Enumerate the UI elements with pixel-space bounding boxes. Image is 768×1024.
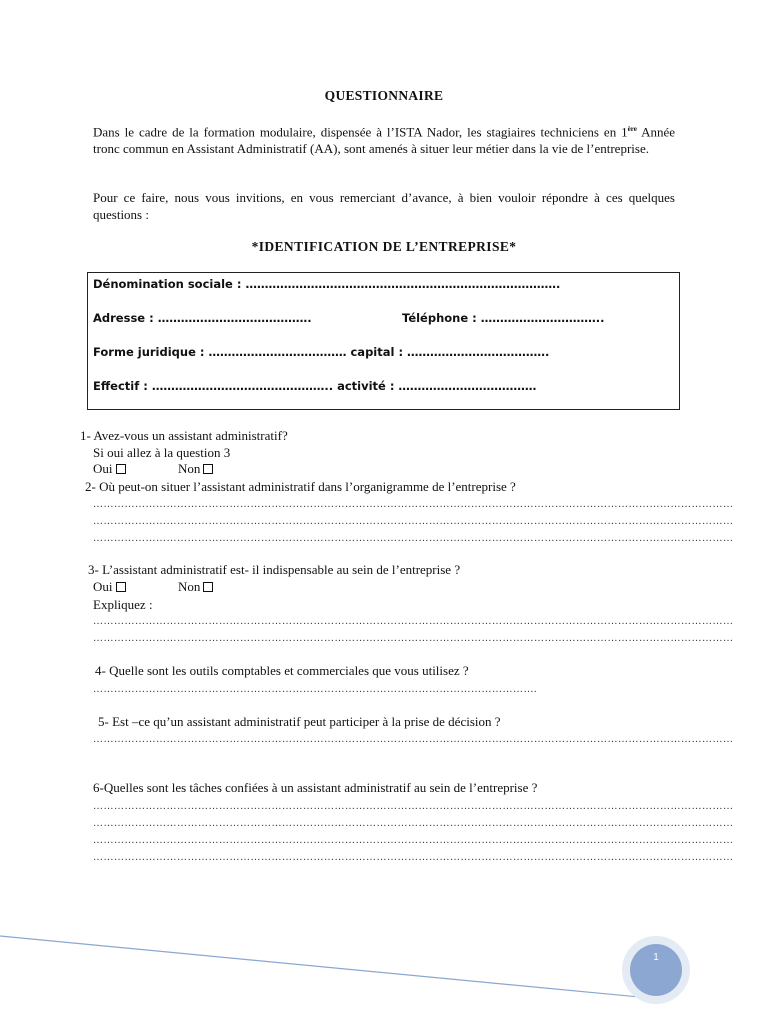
checkbox-non-q1[interactable] (203, 464, 213, 474)
denomination-field[interactable]: Dénomination sociale : ………………………………………………………………………. (93, 277, 561, 291)
q3-oui-option[interactable] (93, 579, 126, 595)
intro-text-continued: Année tronc commun en Assistant Administratif (AA), sont amenés à situer leur métier dans la vie de l’entreprise. (93, 124, 675, 157)
answer-line[interactable]: ………………………………………………………………………………………………………………………………………………………………… (93, 516, 734, 527)
checkbox-oui-q3[interactable] (116, 582, 126, 592)
answer-line[interactable]: ………………………………………………………………………………………………………………. (93, 684, 537, 695)
answer-line[interactable]: ………………………………………………………………………………………………………………………………………………………………… (93, 533, 734, 544)
intro-paragraph (93, 121, 675, 157)
checkbox-non-q3[interactable] (203, 582, 213, 592)
effectif-activite-field[interactable]: Effectif : ……………………………………….. activité : ……………………………… (93, 379, 537, 393)
footer-curve (0, 936, 660, 999)
non-label: Non (178, 579, 201, 594)
oui-label: Oui (93, 461, 113, 476)
answer-line[interactable]: ………………………………………………………………………………………………………………………………………………………………… (93, 499, 734, 510)
q1-non-option[interactable] (178, 461, 213, 477)
question-1: 1- Avez-vous un assistant administratif? (80, 428, 288, 443)
intro-superscript: ère (627, 125, 637, 133)
non-label: Non (178, 461, 201, 476)
page-title: QUESTIONNAIRE (324, 88, 444, 103)
question-3: 3- L’assistant administratif est- il indispensable au sein de l’entreprise ? (88, 562, 461, 577)
answer-line[interactable]: ………………………………………………………………………………………………………………………………………………………………… (93, 734, 734, 745)
answer-line[interactable]: ………………………………………………………………………………………………………………………………………………………………… (93, 852, 734, 863)
answer-line[interactable]: ………………………………………………………………………………………………………………………………………………………………… (93, 801, 734, 812)
adresse-field[interactable]: Adresse : …………………………………. (93, 311, 312, 325)
q3-non-option[interactable] (178, 579, 213, 595)
identification-heading: *IDENTIFICATION DE L’ENTREPRISE* (251, 239, 517, 254)
answer-line[interactable]: ………………………………………………………………………………………………………………………………………………………………… (93, 818, 734, 829)
forme-capital-field[interactable]: Forme juridique : ……………………………… capital : ………………………………. (93, 345, 550, 359)
answer-line[interactable]: ………………………………………………………………………………………………………………………………………………………………… (93, 616, 734, 627)
oui-label: Oui (93, 579, 113, 594)
question-2: 2- Où peut-on situer l’assistant administratif dans l’organigramme de l’entreprise ? (85, 479, 516, 494)
question-1-note: Si oui allez à la question 3 (93, 445, 231, 460)
answer-line[interactable]: ………………………………………………………………………………………………………………………………………………………………… (93, 835, 734, 846)
question-6: 6-Quelles sont les tâches confiées à un assistant administratif au sein de l’entreprise ? (93, 780, 538, 795)
question-5: 5- Est –ce qu’un assistant administratif peut participer à la prise de décision ? (98, 714, 501, 729)
identification-box (87, 272, 680, 410)
telephone-field[interactable]: Téléphone : ………………………….. (402, 311, 605, 325)
page-number: 1 (653, 952, 659, 963)
expliquez-label: Expliquez : (93, 597, 153, 612)
answer-line[interactable]: ………………………………………………………………………………………………………………………………………………………………… (93, 633, 734, 644)
question-4: 4- Quelle sont les outils comptables et commerciales que vous utilisez ? (95, 663, 469, 678)
checkbox-oui-q1[interactable] (116, 464, 126, 474)
q1-oui-option[interactable] (93, 461, 126, 477)
intro-text: Dans le cadre de la formation modulaire, dispensée à l’ISTA Nador, les stagiaires techniciens en 1 (93, 124, 628, 140)
instructions-paragraph: Pour ce faire, nous vous invitions, en vous remerciant d’avance, à bien vouloir répondre à ces quelques questions : (93, 190, 675, 222)
